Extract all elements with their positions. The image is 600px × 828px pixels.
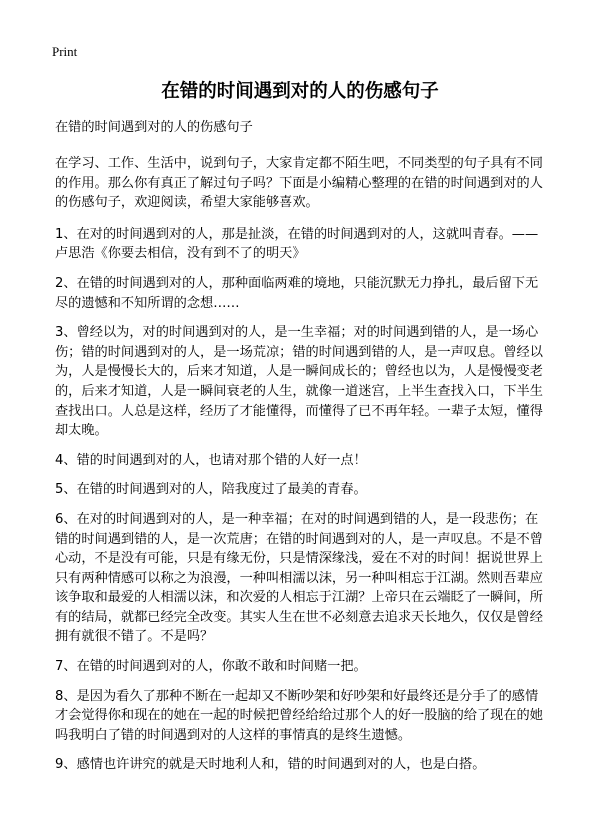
paragraph-6: 6、在对的时间遇到对的人，是一种幸福；在对的时间遇到错的人，是一段悲伤；在错的时间遇到错的人，是一次荒唐；在错的时间遇到对的人，是一声叹息。不是不曾心动，不是没有可能，只是有缘无份，只是情深缘浅，爱在不对的时间！据说世界上只有两种情感可以称之为浪漫，一种叫相濡以沫，另一种叫相忘于江湖。然则吾辈应该争取和最爱的人相濡以沫，和次爱的人相忘于江湖？上帝只在云端眨了一瞬间，所有的结局，就都已经完全改变。其实人生在世不必刻意去追求天长地久，仅仅是曾经拥有就很不错了。不是吗？	[55, 511, 543, 645]
paragraph-9: 9、感情也许讲究的就是天时地利人和，错的时间遇到对的人，也是白搭。	[55, 757, 486, 773]
intro-paragraph: 在学习、工作、生活中，说到句子，大家肯定都不陌生吧，不同类型的句子具有不同的作用。那么你有真正了解过句子吗？下面是小编精心整理的在错的时间遇到对的人的伤感句子，欢迎阅读，希望大家能够喜欢。	[55, 156, 543, 211]
article-body	[55, 118, 549, 785]
paragraph-1: 1、在对的时间遇到对的人，那是扯淡，在错的时间遇到对的人，这就叫青春。——卢思浩《你要去相信，没有到不了的明天》	[55, 226, 539, 262]
paragraph-3: 3、曾经以为，对的时间遇到对的人，是一生幸福；对的时间遇到错的人，是一场心伤；错的时间遇到对的人，是一场荒凉；错的时间遇到错的人，是一声叹息。曾经以为，人是慢慢长大的，后来才知道，人是一瞬间成长的；曾经也以为，人是慢慢变老的，后来才知道，人是一瞬间衰老的人生，就像一道迷宫，上半生查找入口，下半生查找出口。人总是这样，经历了才能懂得，而懂得了已不再年轻。一辈子太短，懂得却太晚。	[55, 325, 543, 439]
print-label: Print	[52, 44, 78, 59]
paragraph-2: 2、在错的时间遇到对的人，那种面临两难的境地，只能沉默无力挣扎，最后留下无尽的遗憾和不知所谓的念想……	[55, 275, 539, 311]
paragraph-8: 8、是因为看久了那种不断在一起却又不断吵架和好吵架和好最终还是分手了的感情才会觉得你和现在的她在一起的时候把曾经给给过那个人的好一股脑的给了现在的她吗我明白了错的时间遇到对的人这样的事情真的是终生遗憾。	[55, 688, 543, 743]
page-title: 在错的时间遇到对的人的伤感句子	[161, 81, 439, 102]
paragraph-4: 4、错的时间遇到对的人，也请对那个错的人好一点！	[55, 452, 367, 468]
paragraph-7: 7、在错的时间遇到对的人，你敢不敢和时间赌一把。	[55, 659, 367, 675]
paragraph-5: 5、在错的时间遇到对的人，陪我度过了最美的青春。	[55, 482, 367, 498]
article-subtitle: 在错的时间遇到对的人的伤感句子	[55, 120, 253, 135]
